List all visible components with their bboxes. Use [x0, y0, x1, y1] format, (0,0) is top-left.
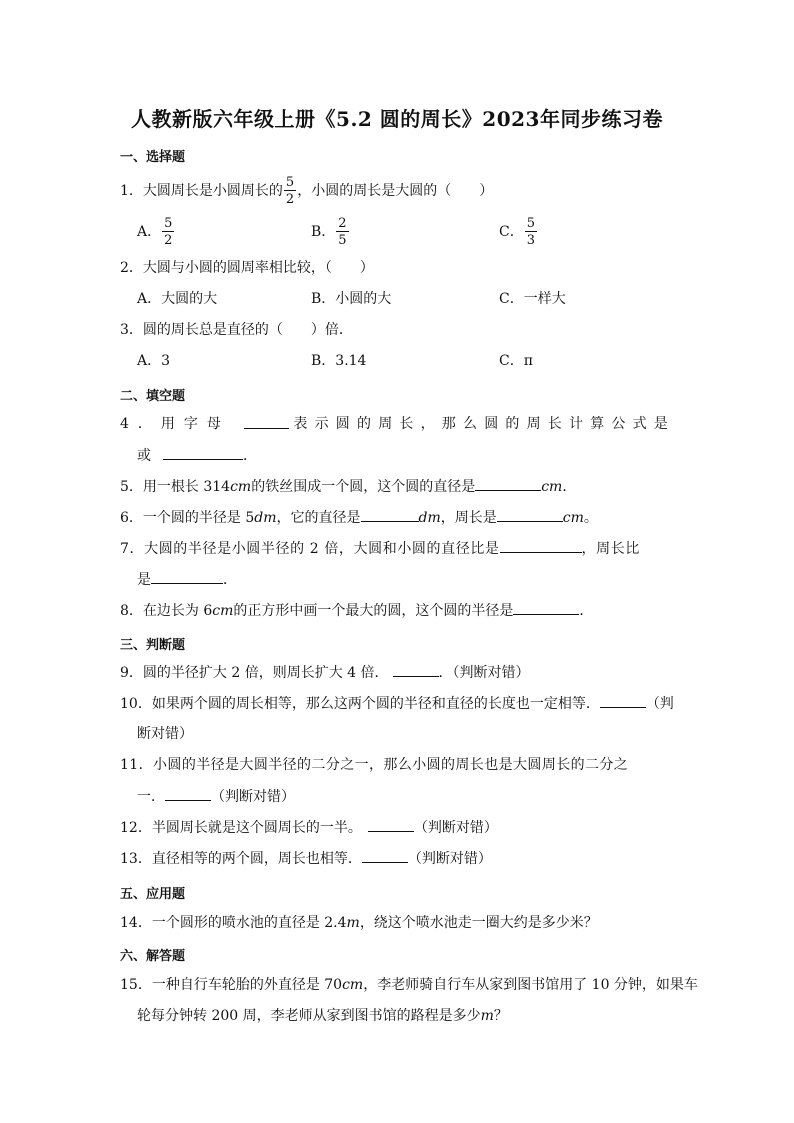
- answer-blank-4b[interactable]: [163, 445, 243, 460]
- question-1-text-post: ，小圆的周长是大圆的（ ）: [297, 183, 494, 199]
- question-1-option-b[interactable]: B． $\frac{2}{5}$: [311, 216, 347, 248]
- question-1: [120, 176, 493, 206]
- question-1-option-c[interactable]: C． $\frac{5}{3}$: [499, 216, 535, 248]
- question-14: 14．一个圆形的喷水池的直径是 2.4m，绕这个喷水池走一圈大约是多少米？: [120, 915, 598, 931]
- question-15-line-1: 15．一种自行车轮胎的外直径是 70cm，李老师骑自行车从家到图书馆用了 10 分钟，如果车: [120, 977, 698, 993]
- question-10-line-2: 断对错）: [137, 726, 193, 742]
- page-title: 人教新版六年级上册《5.2 圆的周长》2023年同步练习卷: [131, 107, 663, 131]
- question-11-line-2: 一． （判断对错）: [137, 786, 295, 807]
- question-2-option-a[interactable]: A．大圆的大: [137, 291, 218, 307]
- section-heading-solve: 六、解答题: [120, 949, 186, 964]
- section-heading-application: 五、应用题: [120, 887, 186, 902]
- question-4-text-pre: 4．用字母: [120, 416, 230, 432]
- question-10-line-1: 10．如果两个圆的周长相等，那么这两个圆的半径和直径的长度也一定相等． （判: [120, 693, 674, 714]
- option-a-fraction: $\frac{5}{2}$: [164, 216, 173, 248]
- question-11-line-1: 11．小圆的半径是大圆半径的二分之一，那么小圆的周长也是大圆周长的二分之: [120, 757, 629, 773]
- question-4-line-1: [120, 414, 675, 434]
- question-2-option-c[interactable]: C．一样大: [499, 291, 566, 307]
- answer-blank-12[interactable]: [368, 817, 414, 832]
- question-7-line-2: 是 ．: [137, 569, 237, 590]
- question-13: 13．直径相等的两个圆，周长也相等． （判断对错）: [120, 848, 492, 869]
- section-heading-fill-in: 二、填空题: [120, 389, 186, 404]
- question-3-option-a[interactable]: A．3: [137, 353, 171, 369]
- question-4-line-2: 或 ．: [137, 445, 257, 466]
- option-b-fraction: $\frac{2}{5}$: [338, 216, 347, 248]
- question-7-line-1: 7．大圆的半径是小圆半径的 2 倍，大圆和小圆的直径比是 ，周长比: [120, 538, 640, 559]
- question-9: 9．圆的半径扩大 2 倍，则周长扩大 4 倍． ．（判断对错）: [120, 662, 530, 683]
- question-5: 5．用一根长 314cm的铁丝围成一个圆，这个圆的直径是 cm．: [120, 476, 576, 497]
- question-2: 2．大圆与小圆的圆周率相比较，（ ）: [120, 260, 374, 276]
- section-heading-true-false: 三、判断题: [120, 638, 186, 653]
- question-2-option-b[interactable]: B．小圆的大: [311, 291, 392, 307]
- answer-blank-8[interactable]: [513, 600, 579, 615]
- section-heading-choice: 一、选择题: [120, 150, 186, 165]
- question-3-option-b[interactable]: B．3.14: [311, 353, 367, 369]
- answer-blank-6b[interactable]: [497, 507, 563, 522]
- answer-blank-10[interactable]: [600, 693, 646, 708]
- question-3: 3．圆的周长总是直径的（ ）倍．: [120, 322, 353, 338]
- question-6: 6．一个圆的半径是 5dm，它的直径是 dm，周长是 cm。: [120, 507, 598, 528]
- answer-blank-7b[interactable]: [151, 569, 223, 584]
- answer-blank-11[interactable]: [165, 786, 211, 801]
- question-12: 12．半圆周长就是这个圆周长的一半。 （判断对错）: [120, 817, 498, 838]
- question-1-option-a[interactable]: A． $\frac{5}{2}$: [137, 216, 173, 248]
- option-c-fraction: $\frac{5}{3}$: [526, 216, 535, 248]
- answer-blank-5[interactable]: [475, 476, 541, 491]
- question-4-text-post: 表示圆的周长，那么圆的周长计算公式是: [293, 416, 675, 432]
- question-1-fraction: $\frac{5}{2}$: [285, 175, 295, 207]
- answer-blank-7a[interactable]: [500, 538, 582, 553]
- answer-blank-4a[interactable]: [244, 414, 289, 429]
- question-15-line-2: 轮每分钟转 200 周，李老师从家到图书馆的路程是多少m？: [137, 1008, 508, 1024]
- answer-blank-6a[interactable]: [361, 507, 419, 522]
- question-1-text-pre: 1．大圆周长是小圆周长的: [120, 183, 283, 199]
- answer-blank-9[interactable]: [393, 662, 439, 677]
- question-8: 8．在边长为 6cm的正方形中画一个最大的圆，这个圆的半径是 ．: [120, 600, 593, 621]
- question-3-option-c[interactable]: C．π: [499, 353, 533, 369]
- answer-blank-13[interactable]: [362, 848, 408, 863]
